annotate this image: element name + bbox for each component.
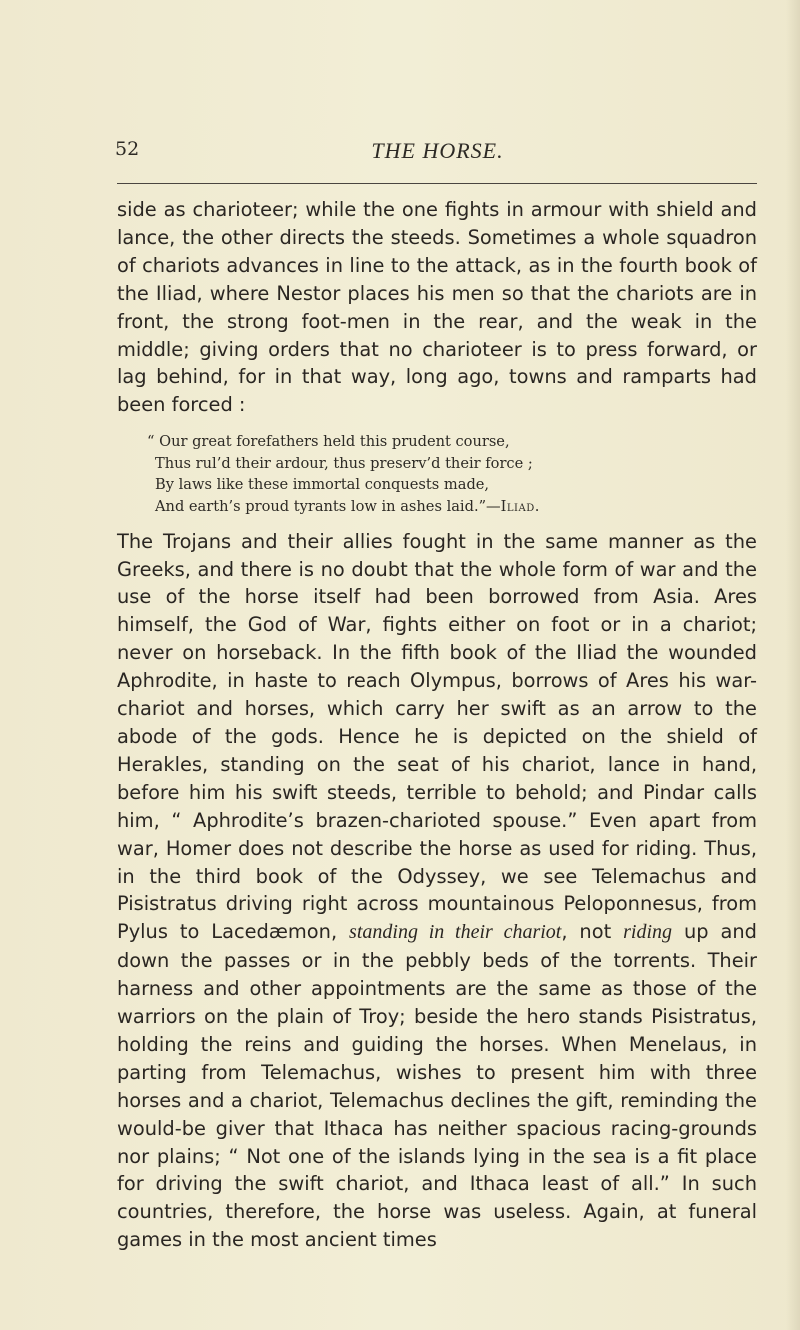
verse-quote <box>147 431 757 517</box>
running-head: THE HORSE. <box>371 138 504 163</box>
page-header <box>115 138 760 168</box>
italic-riding: riding <box>623 921 673 944</box>
page-number: 52 <box>115 138 140 160</box>
paragraph-2-part-2: , not <box>561 920 612 944</box>
quote-line-4 <box>155 496 757 518</box>
body-text <box>117 196 757 1254</box>
page-edge-shadow <box>786 0 800 1330</box>
quote-line-2: Thus rul’d their ardour, thus preserv’d their force ; <box>155 454 533 472</box>
quote-line-1: “ Our great forefathers held this prudent course, <box>147 433 510 451</box>
paragraph-1: side as charioteer; while the one fights in armour with shield and lance, the other directs the steeds. Sometimes a whole squadron of chariots advances in line to the attack, as in the fourth book of the Iliad, where Nestor places his men so that the chariots are in front, the strong foot-men in the rear, and the weak in the middle; giving orders that no charioteer is to press forward, or lag behind, for in that way, long ago, towns and ramparts had been forced : <box>117 198 757 417</box>
paragraph-2 <box>117 528 757 1255</box>
quote-line-4-text: And earth’s proud tyrants low in ashes laid.”— <box>155 498 501 516</box>
quote-source: Iliad. <box>500 498 540 516</box>
paragraph-2-part-1: The Trojans and their allies fought in the same manner as the Greeks, and there is no doubt that the whole form of war and the use of the horse itself had been borrowed from Asia. Ares himself, the God of War, fights either on foot or in a chariot; never on horseback. In the fifth book of the Iliad the wounded Aphrodite, in haste to reach Olympus, borrows of Ares his war-chariot and horses, which carry her swift as an arrow to the abode of the gods. Hence he is depicted on the shield of Herakles, standing on the seat of his chariot, lance in hand, before him his swift steeds, terrible to behold; and Pindar calls him, “ Aphrodite’s brazen-charioted spouse.” Even apart from war, Homer does not describe the horse as used for riding. Thus, in the third book of the Odyssey, we see Telemachus and Pisistratus driving right across mountainous Peloponnesus, from Pylus to Lacedæmon, <box>117 529 757 944</box>
header-rule <box>117 183 757 184</box>
italic-standing-in-chariot: standing in their chariot <box>349 921 562 944</box>
quote-line-3: By laws like these immortal conquests made, <box>155 476 490 494</box>
paragraph-2-part-3: up and down the passes or in the pebbly beds of the torrents. Their harness and other appointments are the same as those of the warriors on the plain of Troy; beside the hero stands Pisistratus, holding the reins and guiding the horses. When Menelaus, in parting from Telemachus, wishes to present him with three horses and a chariot, Telemachus declines the gift, reminding the would-be giver that Ithaca has neither spacious racing-grounds nor plains; “ Not one of the islands lying in the sea is a fit place for driving the swift chariot, and Ithaca least of all.” In such countries, therefore, the horse was useless. Again, at funeral games in the most ancient times <box>117 920 757 1252</box>
